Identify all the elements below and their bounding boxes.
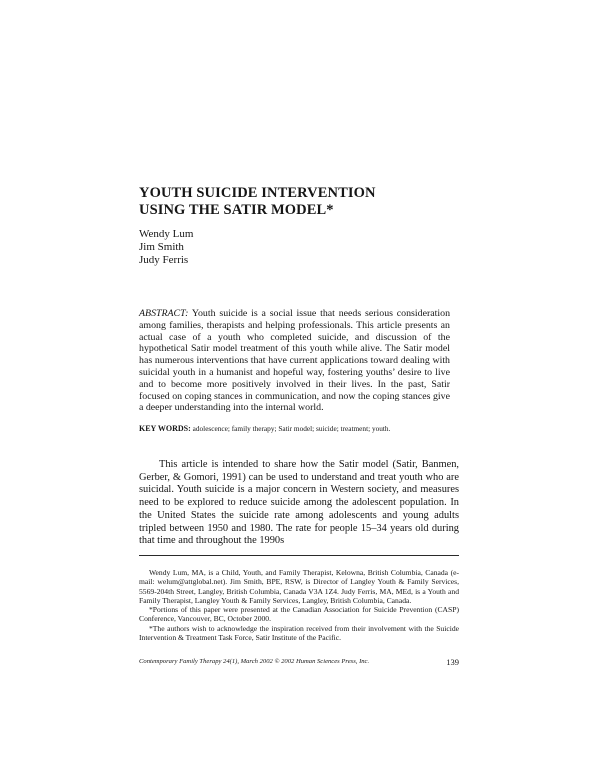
keywords-text: adolescence; family therapy; Satir model; suicide; treatment; youth.: [192, 424, 391, 433]
author-name: Wendy Lum: [139, 228, 194, 240]
article-title-line-1: YOUTH SUICIDE INTERVENTION: [139, 185, 376, 201]
footnote-affiliations: Wendy Lum, MA, is a Child, Youth, and Family Therapist, Kelowna, British Columbia, Canada (e-mail: welum@attglobal.net). Jim Smith, BPE, RSW, is Director of Langley Youth & Family Services, 5569-204th Street, Langley, British Columbia, Canada V3A 1Z4. Judy Ferris, MA, MEd, is a Youth and Family Therapist, Langley Youth & Family Services, Langley, British Columbia, Canada.: [139, 568, 459, 605]
abstract-label: ABSTRACT:: [139, 308, 189, 319]
author-name: Jim Smith: [139, 241, 184, 253]
keywords: [139, 424, 459, 434]
footnote-acknowledgement: *The authors wish to acknowledge the inspiration received from their involvement with the Suicide Intervention & Treatment Task Force, Satir Institute of the Pacific.: [139, 623, 459, 643]
abstract: [139, 308, 450, 414]
article-title-line-2: USING THE SATIR MODEL*: [139, 202, 334, 218]
author-list: [139, 228, 193, 267]
keywords-label: KEY WORDS:: [139, 424, 191, 433]
footnotes: [139, 568, 459, 642]
journal-citation: Contemporary Family Therapy 24(1), March 2002 © 2002 Human Sciences Press, Inc.: [139, 658, 370, 665]
footnote-divider: [139, 555, 459, 556]
body-paragraph: This article is intended to share how the Satir model (Satir, Banmen, Gerber, & Gomori, 1991) can be used to understand and treat youth who are suicidal. Youth suicide is a major concern in Western society, and measures need to be explored to reduce suicide among the adolescent population. In the United States the suicide rate among adolescents and young adults tripled between 1950 and 1980. The rate for people 15–34 years old during that time and throughout the 1990s: [139, 459, 459, 547]
abstract-text: Youth suicide is a social issue that needs serious consideration among families, therapists and helping professionals. This article presents an actual case of a youth who completed suicide, and discussion of the hypothetical Satir model treatment of this youth while alive. The Satir model has numerous interventions that have current applications toward dealing with suicidal youth in a humanist and hopeful way, fostering youths’ desire to live and to become more positively involved in their lives. In the past, Satir focused on coping stances in communication, and now the coping stances give a deeper understanding into the internal world.: [139, 308, 451, 414]
page-footer: [139, 656, 459, 668]
article-title: [139, 185, 479, 219]
footnote-presentation: *Portions of this paper were presented at the Canadian Association for Suicide Prevention (CASP) Conference, Vancouver, BC, October 2000.: [139, 605, 459, 624]
author-name: Judy Ferris: [139, 254, 189, 266]
body-text: [139, 459, 459, 548]
page-number: 139: [446, 657, 459, 667]
